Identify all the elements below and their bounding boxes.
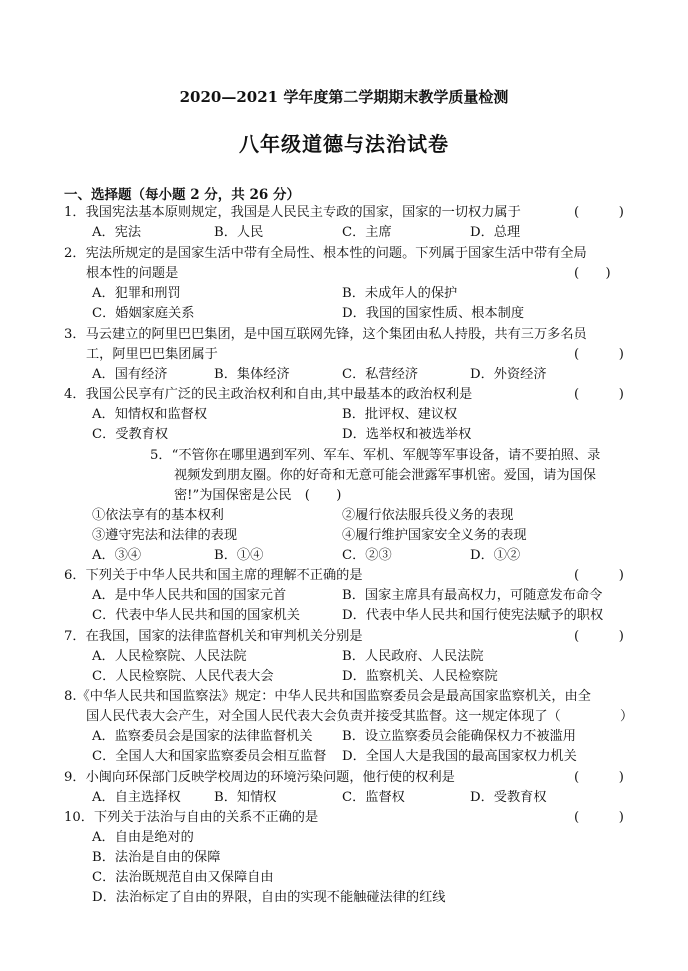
q6-answer-blank: ( ) (574, 568, 624, 583)
q5-option-a: A．③④ (92, 548, 142, 563)
q4-answer-blank: ( ) (574, 387, 624, 402)
q4-stem: 4．我国公民享有广泛的民主政治权利和自由,其中最基本的政治权利是 (64, 387, 473, 402)
q5-stem-line3: 密!”为国保密是公民 ( ) (174, 488, 342, 503)
q3-option-b: B．集体经济 (214, 367, 290, 382)
q5-stem-line2: 视频发到朋友圈。你的好奇和无意可能会泄露军事机密。爱国，请为国保 (174, 468, 596, 483)
q2-option-d: D．我国的国家性质、根本制度 (342, 306, 525, 321)
q1-answer-blank: ( ) (574, 205, 624, 220)
q3-option-c: C．私营经济 (342, 367, 419, 382)
section-heading: 一、选择题（每小题 2 分，共 26 分） (64, 187, 300, 203)
q7-stem: 7．在我国，国家的法律监督机关和审判机关分别是 (64, 629, 363, 644)
q6-option-d: D．代表中华人民共和国行使宪法赋予的职权 (342, 608, 604, 623)
exam-subject-title: 八年级道德与法治试卷 (239, 132, 449, 156)
q3-option-d: D．外资经济 (470, 367, 547, 382)
q9-option-b: B．知情权 (214, 790, 277, 805)
q9-stem: 9．小闽向环保部门反映学校周边的环境污染问题，他行使的权利是 (64, 770, 455, 785)
q6-option-b: B．国家主席具有最高权力，可随意发布命令 (342, 588, 603, 603)
q6-stem: 6．下列关于中华人民共和国主席的理解不正确的是 (64, 568, 363, 583)
q7-option-d: D．监察机关、人民检察院 (342, 669, 498, 684)
q4-option-d: D．选举权和被选举权 (342, 427, 472, 442)
q5-statement-3: ③遵守宪法和法律的表现 (92, 528, 238, 543)
q2-stem-line2: 根本性的问题是 (86, 266, 179, 281)
q7-option-b: B．人民政府、人民法院 (342, 649, 484, 664)
q10-option-d: D．法治标定了自由的界限，自由的实现不能触碰法律的红线 (92, 890, 446, 905)
q1-option-b: B．人民 (214, 225, 264, 240)
q9-answer-blank: ( ) (574, 770, 624, 785)
q5-statement-2: ②履行依法服兵役义务的表现 (342, 508, 514, 523)
q8-option-a: A．监察委员会是国家的法律监督机关 (92, 729, 313, 744)
q7-answer-blank: ( ) (574, 629, 624, 644)
exam-term-title: 2020—2021 学年度第二学期期末教学质量检测 (179, 88, 509, 106)
q8-answer-blank-close: ） (620, 709, 634, 724)
q1-option-c: C．主席 (342, 225, 392, 240)
q9-option-d: D．受教育权 (470, 790, 547, 805)
q5-option-b: B．①④ (214, 548, 264, 563)
q2-answer-blank: ( ) (574, 266, 611, 281)
q7-option-a: A．人民检察院、人民法院 (92, 649, 247, 664)
q5-stem-line1: 5．“不管你在哪里遇到军列、军车、军机、军舰等军事设备，请不要拍照、录 (150, 448, 601, 463)
q5-statement-4: ④履行维护国家安全义务的表现 (342, 528, 527, 543)
q6-option-a: A．是中华人民共和国的国家元首 (92, 588, 287, 603)
q10-option-c: C．法治既规范自由又保障自由 (92, 870, 274, 885)
q6-option-c: C．代表中华人民共和国的国家机关 (92, 608, 300, 623)
q4-option-a: A．知情权和监督权 (92, 407, 208, 422)
q8-option-d: D．全国人大是我国的最高国家权力机关 (342, 749, 577, 764)
q8-stem-line1: 8.《中华人民共和国监察法》规定：中华人民共和国监察委员会是最高国家监察机关，由全 (64, 689, 591, 704)
q1-stem: 1．我国宪法基本原则规定，我国是人民民主专政的国家，国家的一切权力属于 (64, 205, 521, 220)
q3-stem-line2: 工，阿里巴巴集团属于 (86, 347, 218, 362)
q2-option-b: B．未成年人的保护 (342, 286, 458, 301)
q3-option-a: A．国有经济 (92, 367, 168, 382)
q4-option-b: B．批评权、建议权 (342, 407, 458, 422)
q10-stem: 10．下列关于法治与自由的关系不正确的是 (64, 810, 319, 825)
q2-stem-line1: 2．宪法所规定的是国家生活中带有全局性、根本性的问题。下列属于国家生活中带有全局 (64, 246, 587, 261)
q4-option-c: C．受教育权 (92, 427, 169, 442)
q9-option-a: A．自主选择权 (92, 790, 181, 805)
q1-option-d: D．总理 (470, 225, 521, 240)
q5-option-c: C．②③ (342, 548, 392, 563)
q10-option-a: A．自由是绝对的 (92, 830, 194, 845)
q1-option-a: A．宪法 (92, 225, 142, 240)
q2-option-a: A．犯罪和刑罚 (92, 286, 181, 301)
q8-stem-line2: 国人民代表大会产生，对全国人民代表大会负责并接受其监督。这一规定体现了（ (86, 709, 561, 724)
q7-option-c: C．人民检察院、人民代表大会 (92, 669, 274, 684)
q10-option-b: B．法治是自由的保障 (92, 850, 221, 865)
q5-statement-1: ①依法享有的基本权利 (92, 508, 224, 523)
q8-option-c: C．全国人大和国家监察委员会相互监督 (92, 749, 327, 764)
q3-answer-blank: ( ) (574, 347, 624, 362)
q2-option-c: C．婚姻家庭关系 (92, 306, 195, 321)
q3-stem-line1: 3．马云建立的阿里巴巴集团，是中国互联网先锋，这个集团由私人持股，共有三万多名员 (64, 327, 587, 342)
q8-option-b: B．设立监察委员会能确保权力不被滥用 (342, 729, 576, 744)
q10-answer-blank: ( ) (574, 810, 624, 825)
q9-option-c: C．监督权 (342, 790, 405, 805)
q5-option-d: D．①② (470, 548, 521, 563)
